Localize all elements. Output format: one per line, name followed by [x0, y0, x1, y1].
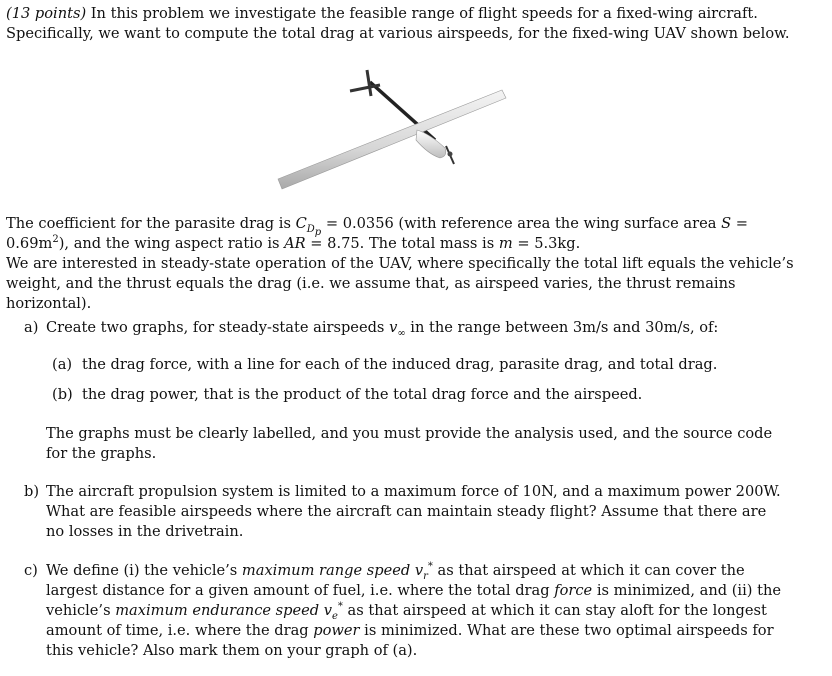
area-value: 0.69m: [6, 235, 53, 252]
vertical-stabilizer: [367, 70, 371, 96]
part-a-sub2: [52, 385, 772, 405]
main-wing: [278, 90, 506, 189]
part-c-text: We define (i) the vehicle’s maximum range speed $v_r^*$ as that airspeed at which it can cover the largest distance for a given amount of fuel, i.e. where the total drag force is minimized, and (ii) the vehicle’s maximum endurance speed $v_e^*$ as that airspeed at which it can stay aloft for the longest amount of time, i.e. where the drag power is minimized. What are these two optimal airspeeds for this vehicle? Also mark them on your graph of (a).: [46, 561, 781, 659]
given-parameters: The coefficient for the parasite drag is $C_{D_p} = 0.0356$ (with reference area the wing surface area $S = 0.69m^2$), and the wing aspect ratio is AR = 8.75. The total mass is m = 5.3kg. We are interested in steady-state operation of the UAV, where specifically the total lift equals the vehicle’s weight, and the thrust equals the drag (i.e. we assume that, as airspeed varies, the thrust remains horizontal).: [6, 215, 794, 312]
part-a-sub1-text: the drag force, with a line for each of the induced drag, parasite drag, and total drag.: [82, 356, 718, 373]
part-a-note: The graphs must be clearly labelled, and you must provide the analysis used, and the source code for the graphs.: [46, 425, 773, 462]
part-a-sub1-label: (a): [52, 356, 73, 373]
part-a-label: a): [24, 319, 39, 336]
propeller-hub: [448, 152, 453, 157]
part-c-label: c): [24, 562, 38, 579]
intro-text: In this problem we investigate the feasible range of flight speeds for a fixed-wing aircraft. Specifically, we want to compute the total drag at various airspeeds, for the fixed-wing UAV shown below.: [6, 5, 790, 42]
part-b-text: The aircraft propulsion system is limited to a maximum force of 10N, and a maximum power 200W. What are feasible airspeeds where the aircraft can maintain steady flight? Assume that there are no losses in the drivetrain.: [46, 483, 781, 540]
points-label: (13 points): [6, 5, 87, 22]
part-a-sub2-label: (b): [52, 386, 73, 403]
part-a-sub1: [52, 355, 772, 375]
mass-value: 5.3kg: [534, 235, 576, 252]
cdp-value: 0.0356: [342, 215, 394, 232]
problem-intro: [6, 4, 796, 44]
part-a-text: Create two graphs, for steady-state airspeeds $v_\infty$ in the range between 3m/s and 30m/s, of:: [46, 319, 719, 339]
fixed-wing-uav-image: [270, 62, 520, 197]
part-b-label: b): [24, 483, 40, 500]
ar-value: 8.75: [327, 235, 360, 252]
part-a-sub2-text: the drag power, that is the product of the total drag force and the airspeed.: [82, 386, 643, 403]
